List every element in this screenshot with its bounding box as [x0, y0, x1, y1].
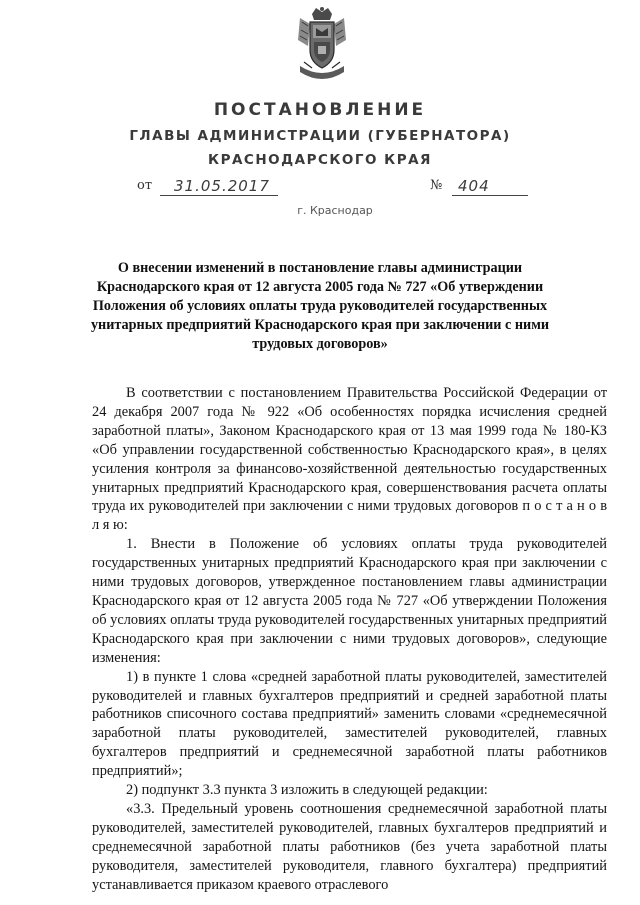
city-label: г. Краснодар	[297, 204, 373, 217]
paragraph-subitem-1: 1) в пункте 1 слова «средней заработной платы руководителей, заместителей руководителей и главных бухгалтеров предприятий и средней заработной платы работников списочного состава предприятий» заменить словами «среднемесячной заработной платы руководителей, заместителей руководителей, главных бухгалтеров предприятий и среднемесячной заработной платы работников предприятий»;	[92, 668, 607, 780]
paragraph-preamble: В соответствии с постановлением Правительства Российской Федерации от 24 декабря 2007 года № 922 «Об особенностях порядка исчисления средней заработной платы», Законом Краснодарского края от 13 мая 1999 года № 180-КЗ «Об управлении государственной собственностью Краснодарского края», в целях усиления контроля за финансово-хозяйственной деятельностью государственных унитарных предприятий Краснодарского края, совершенствования расчета оплаты труда их руководителей при заключении с ними трудовых договоров п о с т а н о в л я ю:	[92, 385, 607, 534]
issuer-heading: ГЛАВЫ АДМИНИСТРАЦИИ (ГУБЕРНАТОРА)	[129, 128, 511, 144]
coat-of-arms-icon	[294, 6, 350, 84]
paragraph-clause-3-3: «3.3. Предельный уровень соотношения среднемесячной заработной платы руководителей, заместителей руководителей, главных бухгалтеров предприятий и среднемесячной заработной платы работников (без учета заработной платы руководителя, заместителей руководителя, главного бухгалтера) предприятий устанавливается приказом краевого отраслевого	[92, 800, 607, 893]
paragraph-subitem-2: 2) подпункт 3.3 пункта 3 изложить в следующей редакции:	[126, 782, 488, 799]
region-heading: КРАСНОДАРСКОГО КРАЯ	[208, 152, 432, 168]
number-underline	[452, 195, 528, 196]
date-prefix: от	[137, 178, 153, 193]
number-prefix: №	[430, 178, 443, 193]
date-underline	[160, 195, 278, 196]
number-value: 404	[458, 177, 490, 195]
document-type-heading: ПОСТАНОВЛЕНИЕ	[213, 100, 427, 120]
document-body	[92, 384, 607, 894]
paragraph-item-1: 1. Внести в Положение об условиях оплаты труда руководителей государственных унитарных предприятий Краснодарского края при заключении с ними трудовых договоров, утвержденное постановлением главы администрации Краснодарского края от 12 августа 2005 года № 727 «Об утверждении Положения об условиях оплаты труда руководителей государственных унитарных предприятий Краснодарского края при заключении с ними трудовых договоров», следующие изменения:	[92, 536, 607, 666]
document-title: О внесении изменений в постановление главы администрации Краснодарского края от 12 августа 2005 года № 727 «Об утверждении Положения об условиях оплаты труда руководителей государственных унитарных предприятий Краснодарского края при заключении с ними трудовых договоров»	[90, 260, 550, 352]
date-value: 31.05.2017	[174, 177, 270, 195]
